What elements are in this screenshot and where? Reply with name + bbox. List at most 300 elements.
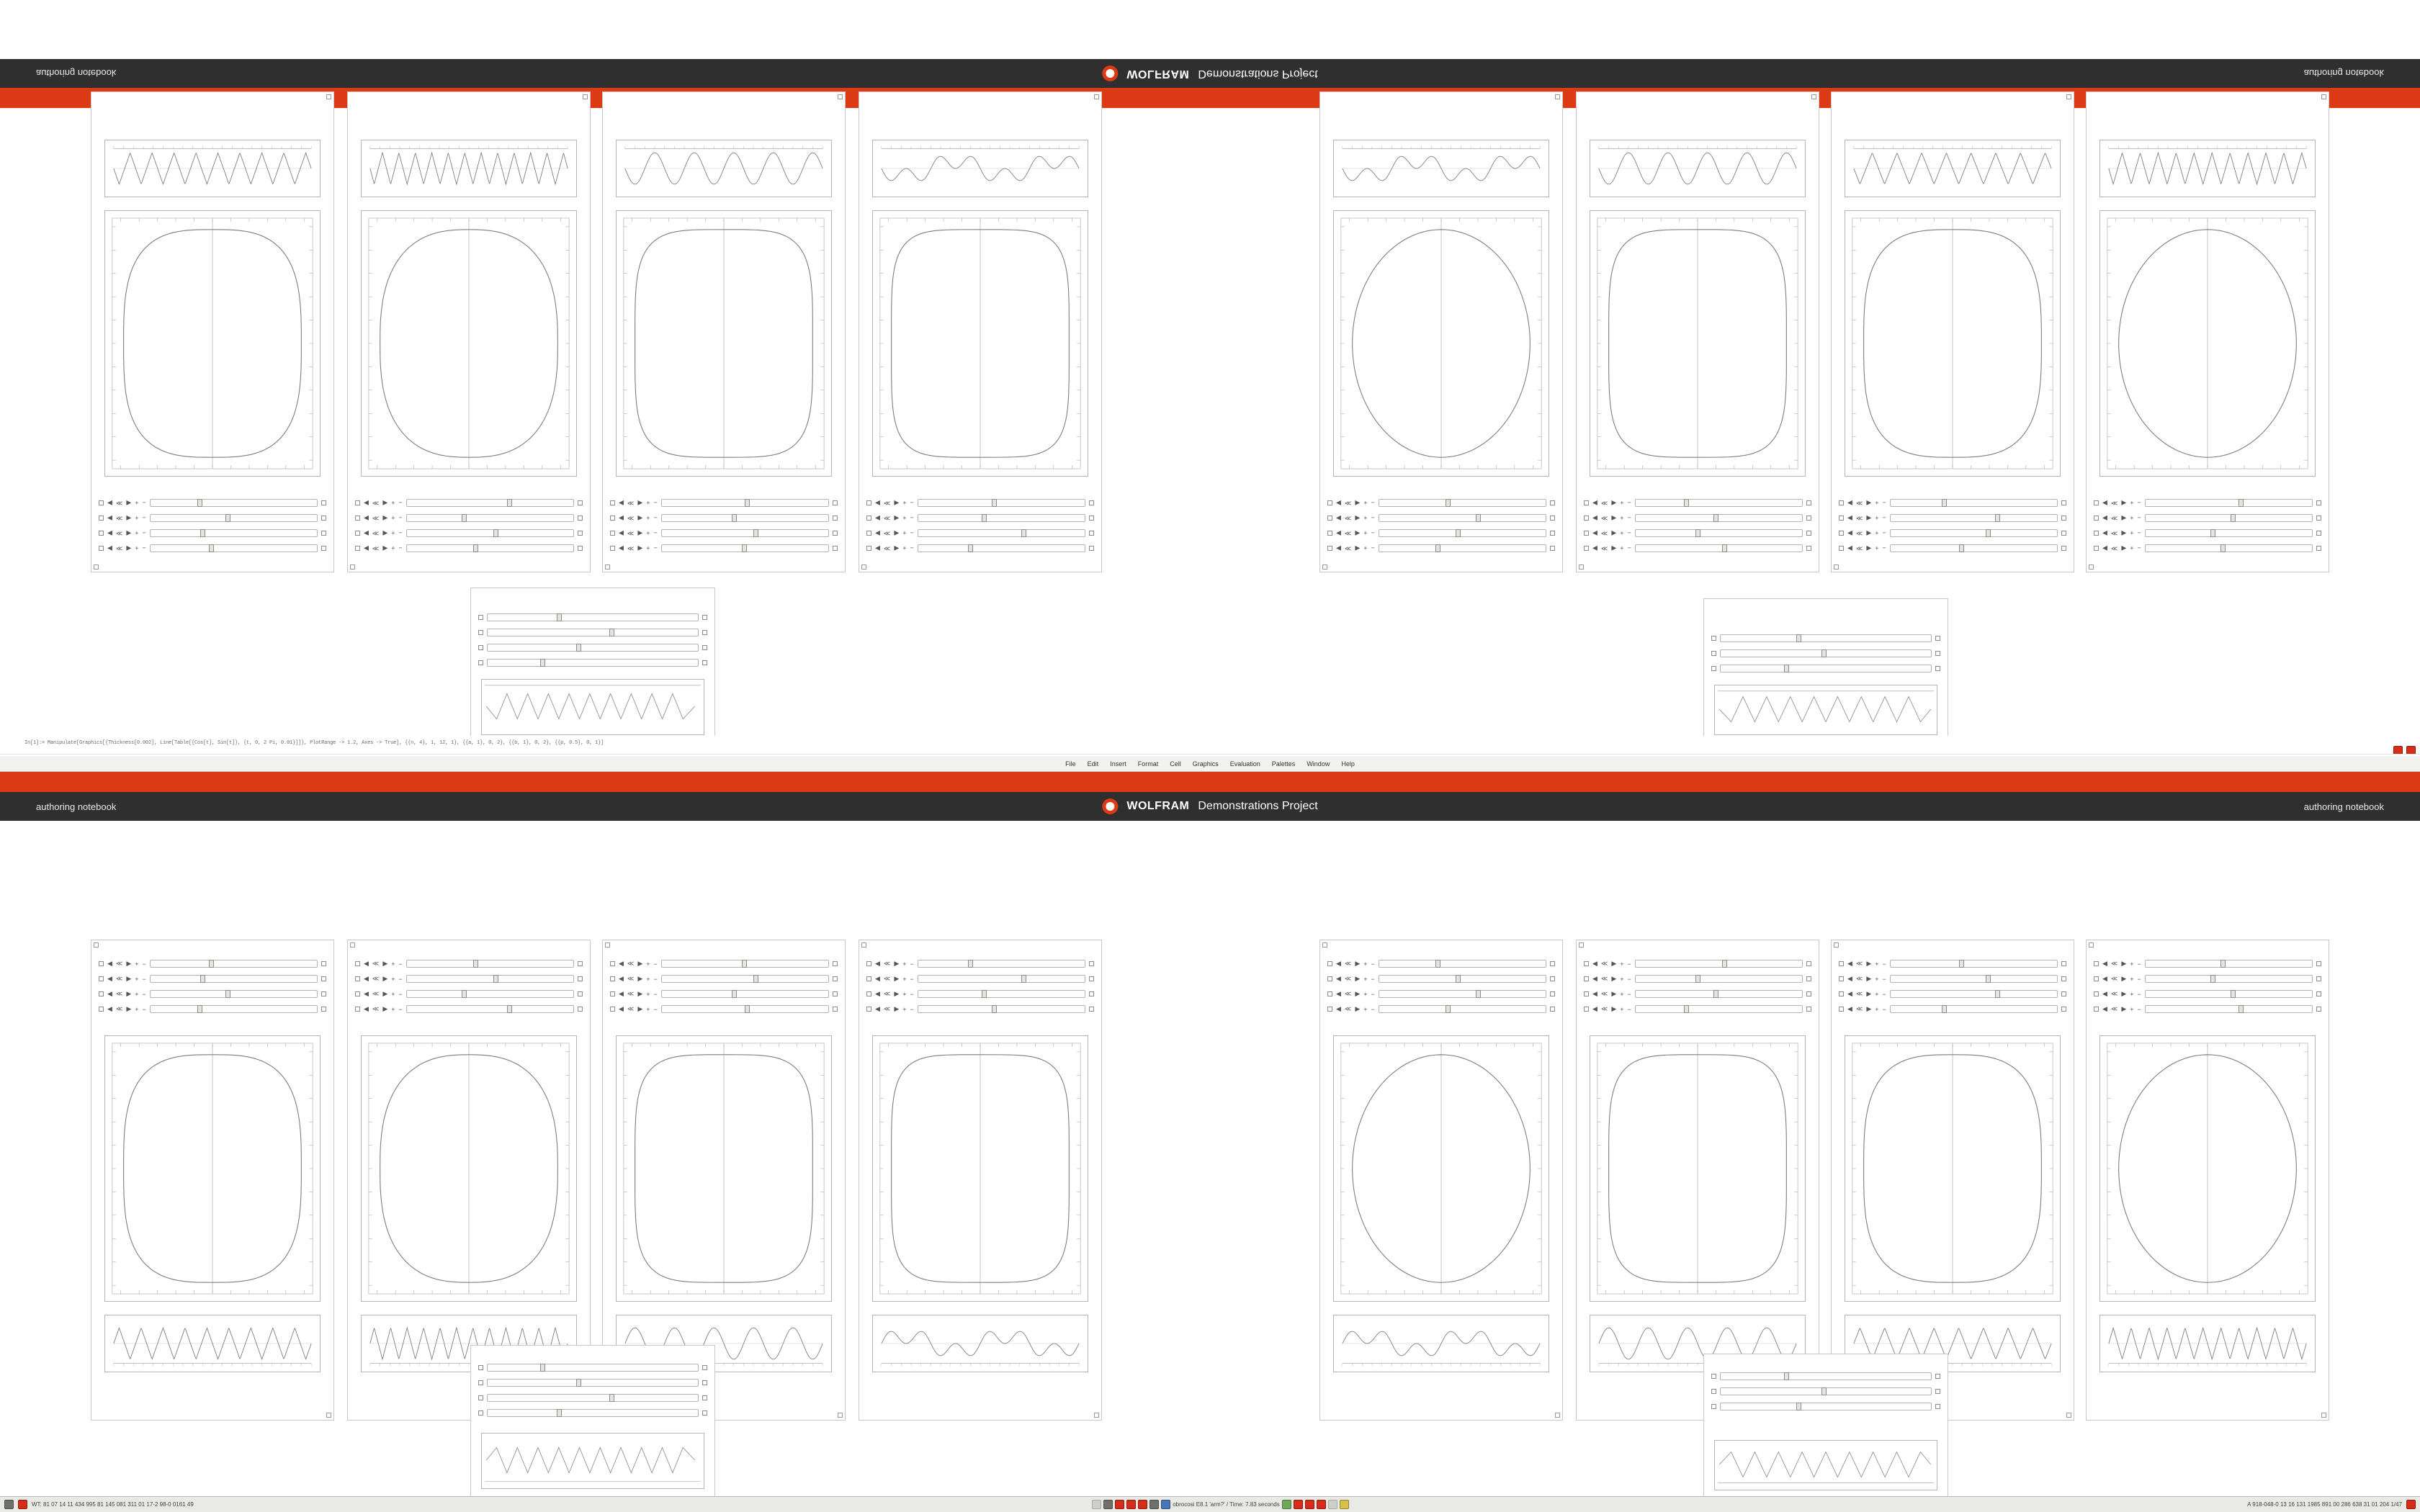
plus-icon[interactable]: + bbox=[391, 499, 395, 507]
slider-track[interactable] bbox=[487, 1364, 699, 1372]
resize-handle-br[interactable] bbox=[2321, 1413, 2326, 1418]
slider-track[interactable] bbox=[406, 499, 574, 507]
slider-thumb[interactable] bbox=[1021, 975, 1026, 983]
slider-row[interactable] bbox=[1327, 1002, 1555, 1017]
rewind-icon[interactable]: ≪ bbox=[372, 1005, 380, 1012]
rewind-icon[interactable]: ≪ bbox=[372, 530, 380, 537]
slider-thumb[interactable] bbox=[1995, 990, 2000, 998]
slider-transport[interactable] bbox=[1847, 529, 1886, 537]
menu-item-help[interactable]: Help bbox=[1341, 760, 1355, 768]
plus-icon[interactable]: + bbox=[1363, 514, 1368, 522]
slider-end-marker[interactable] bbox=[2061, 961, 2066, 966]
minus-icon[interactable]: − bbox=[398, 529, 403, 537]
slider-end-marker[interactable] bbox=[321, 976, 326, 981]
play-icon[interactable]: ▶ bbox=[126, 975, 132, 982]
slider-transport[interactable] bbox=[1847, 499, 1886, 507]
slider-end-marker[interactable] bbox=[2316, 976, 2321, 981]
slider-track[interactable] bbox=[1379, 975, 1546, 983]
slider-end-marker[interactable] bbox=[321, 531, 326, 536]
slider-row[interactable] bbox=[610, 971, 838, 986]
slider-end-marker[interactable] bbox=[833, 991, 838, 996]
play-icon[interactable]: ▶ bbox=[1355, 515, 1361, 522]
plus-icon[interactable]: + bbox=[1620, 990, 1624, 998]
panel-7[interactable] bbox=[1831, 940, 2074, 1421]
play-icon[interactable]: ▶ bbox=[126, 1005, 132, 1012]
rewind-icon[interactable]: ≪ bbox=[883, 975, 891, 982]
slider-marker[interactable] bbox=[478, 1410, 483, 1416]
play-icon[interactable]: ▶ bbox=[1866, 975, 1872, 982]
slider-thumb[interactable] bbox=[982, 990, 987, 998]
slider-group[interactable] bbox=[1327, 956, 1555, 1017]
slider-row[interactable] bbox=[355, 986, 583, 1002]
minus-icon[interactable]: − bbox=[142, 975, 146, 983]
slider-thumb[interactable] bbox=[745, 1005, 750, 1013]
slider-row[interactable] bbox=[1839, 526, 2066, 541]
plus-icon[interactable]: + bbox=[2130, 1005, 2134, 1013]
sheet-icon[interactable] bbox=[1282, 1500, 1291, 1509]
slider-transport[interactable] bbox=[619, 975, 658, 983]
slider-end-marker[interactable] bbox=[578, 531, 583, 536]
minus-icon[interactable]: − bbox=[2137, 544, 2141, 552]
minus-icon[interactable]: − bbox=[2137, 529, 2141, 537]
slider-row[interactable] bbox=[610, 986, 838, 1002]
minus-icon[interactable]: − bbox=[910, 514, 914, 522]
slider-track[interactable] bbox=[1890, 960, 2058, 968]
minus-icon[interactable]: − bbox=[2137, 1005, 2141, 1013]
slider-row[interactable] bbox=[610, 541, 838, 556]
slider-row[interactable] bbox=[355, 971, 583, 986]
slider-transport[interactable] bbox=[875, 990, 914, 998]
slider-end-marker[interactable] bbox=[578, 976, 583, 981]
step-back-icon[interactable]: ◀ bbox=[1592, 500, 1597, 507]
play-icon[interactable]: ▶ bbox=[2121, 530, 2127, 537]
minus-icon[interactable]: − bbox=[910, 975, 914, 983]
play-icon[interactable]: ▶ bbox=[1611, 990, 1617, 997]
slider-transport[interactable] bbox=[2102, 499, 2141, 507]
play-icon[interactable]: ▶ bbox=[637, 960, 643, 967]
slider-end-marker[interactable] bbox=[2316, 991, 2321, 996]
slider-end-marker[interactable] bbox=[1550, 546, 1555, 551]
minus-icon[interactable]: − bbox=[398, 1005, 403, 1013]
slider-marker[interactable] bbox=[866, 976, 871, 981]
slider-marker[interactable] bbox=[1584, 500, 1589, 505]
step-back-icon[interactable]: ◀ bbox=[107, 545, 112, 552]
slider-row[interactable] bbox=[355, 956, 583, 971]
menu-item-evaluation[interactable]: Evaluation bbox=[1229, 760, 1260, 768]
slider-transport[interactable] bbox=[107, 1005, 146, 1013]
slider-track[interactable] bbox=[150, 499, 318, 507]
step-back-icon[interactable]: ◀ bbox=[875, 975, 880, 982]
slider-track[interactable] bbox=[661, 514, 829, 522]
plus-icon[interactable]: + bbox=[2130, 499, 2134, 507]
play-icon[interactable]: ▶ bbox=[1866, 545, 1872, 552]
rewind-icon[interactable]: ≪ bbox=[1855, 545, 1863, 552]
play-icon[interactable]: ▶ bbox=[2121, 500, 2127, 507]
menu-item-cell[interactable]: Cell bbox=[1170, 760, 1181, 768]
resize-handle-br[interactable] bbox=[2066, 1413, 2071, 1418]
menu-icon[interactable] bbox=[4, 1500, 14, 1509]
slider-group[interactable] bbox=[99, 956, 326, 1017]
wolfram-icon[interactable] bbox=[1294, 1500, 1303, 1509]
slider-marker[interactable] bbox=[99, 500, 104, 505]
slider-thumb[interactable] bbox=[753, 975, 758, 983]
slider-row[interactable] bbox=[1327, 956, 1555, 971]
slider-transport[interactable] bbox=[1336, 1005, 1375, 1013]
slider-marker[interactable] bbox=[355, 531, 360, 536]
rewind-icon[interactable]: ≪ bbox=[1344, 960, 1352, 967]
slider-end-marker[interactable] bbox=[2316, 500, 2321, 505]
step-back-icon[interactable]: ◀ bbox=[1847, 500, 1852, 507]
rewind-icon[interactable]: ≪ bbox=[1600, 515, 1608, 522]
resize-handle-br[interactable] bbox=[326, 1413, 331, 1418]
step-back-icon[interactable]: ◀ bbox=[1336, 500, 1341, 507]
slider-track[interactable] bbox=[406, 544, 574, 552]
plus-icon[interactable]: + bbox=[135, 975, 139, 983]
slider-row[interactable] bbox=[99, 971, 326, 986]
rewind-icon[interactable]: ≪ bbox=[1855, 990, 1863, 997]
slider-thumb[interactable] bbox=[2238, 1005, 2244, 1013]
play-icon[interactable]: ▶ bbox=[1866, 960, 1872, 967]
play-icon[interactable]: ▶ bbox=[1611, 960, 1617, 967]
slider-row[interactable] bbox=[355, 1002, 583, 1017]
plus-icon[interactable]: + bbox=[1620, 499, 1624, 507]
slider-thumb[interactable] bbox=[2238, 499, 2244, 507]
plus-icon[interactable]: + bbox=[902, 990, 907, 998]
step-back-icon[interactable]: ◀ bbox=[619, 990, 624, 997]
step-back-icon[interactable]: ◀ bbox=[364, 1005, 369, 1012]
play-icon[interactable]: ▶ bbox=[1355, 530, 1361, 537]
slider-thumb[interactable] bbox=[493, 529, 498, 537]
slider-track[interactable] bbox=[150, 514, 318, 522]
plus-icon[interactable]: + bbox=[646, 529, 650, 537]
slider-end-marker[interactable] bbox=[578, 500, 583, 505]
slider-end-marker[interactable] bbox=[2061, 1007, 2066, 1012]
slider-transport[interactable] bbox=[2102, 514, 2141, 522]
slider-thumb[interactable] bbox=[1942, 499, 1947, 507]
rewind-icon[interactable]: ≪ bbox=[115, 515, 123, 522]
slider-thumb[interactable] bbox=[1684, 1005, 1689, 1013]
slider-marker[interactable] bbox=[610, 991, 615, 996]
slider-end-marker[interactable] bbox=[702, 1365, 707, 1370]
slider-end-marker[interactable] bbox=[578, 1007, 583, 1012]
plus-icon[interactable]: + bbox=[1875, 514, 1879, 522]
minus-icon[interactable]: − bbox=[1627, 960, 1631, 968]
minus-icon[interactable]: − bbox=[910, 544, 914, 552]
rewind-icon[interactable]: ≪ bbox=[115, 545, 123, 552]
slider-row[interactable] bbox=[355, 495, 583, 510]
slider-transport[interactable] bbox=[1847, 960, 1886, 968]
step-back-icon[interactable]: ◀ bbox=[1592, 975, 1597, 982]
slider-end-marker[interactable] bbox=[1806, 991, 1811, 996]
rewind-icon[interactable]: ≪ bbox=[1344, 545, 1352, 552]
slider-marker[interactable] bbox=[610, 546, 615, 551]
slider-track[interactable] bbox=[918, 1005, 1085, 1013]
slider-thumb[interactable] bbox=[1821, 1387, 1827, 1395]
rewind-icon[interactable]: ≪ bbox=[883, 1005, 891, 1012]
play-icon[interactable]: ▶ bbox=[1355, 500, 1361, 507]
step-back-icon[interactable]: ◀ bbox=[1592, 515, 1597, 522]
plus-icon[interactable]: + bbox=[1875, 960, 1879, 968]
play-icon[interactable]: ▶ bbox=[2121, 1005, 2127, 1012]
slider-row[interactable] bbox=[1327, 510, 1555, 526]
rewind-icon[interactable]: ≪ bbox=[627, 515, 635, 522]
slider-marker[interactable] bbox=[2094, 516, 2099, 521]
slider-end-marker[interactable] bbox=[2061, 531, 2066, 536]
rewind-icon[interactable]: ≪ bbox=[1344, 500, 1352, 507]
slider-thumb[interactable] bbox=[200, 975, 205, 983]
step-back-icon[interactable]: ◀ bbox=[1336, 545, 1341, 552]
resize-handle-br[interactable] bbox=[1811, 94, 1816, 99]
play-icon[interactable]: ▶ bbox=[382, 990, 388, 997]
minus-icon[interactable]: − bbox=[2137, 499, 2141, 507]
step-back-icon[interactable]: ◀ bbox=[619, 975, 624, 982]
plus-icon[interactable]: + bbox=[902, 499, 907, 507]
minus-icon[interactable]: − bbox=[142, 514, 146, 522]
slider-row[interactable] bbox=[99, 495, 326, 510]
plus-icon[interactable]: + bbox=[1620, 1005, 1624, 1013]
step-back-icon[interactable]: ◀ bbox=[1336, 1005, 1341, 1012]
plus-icon[interactable]: + bbox=[2130, 514, 2134, 522]
rewind-icon[interactable]: ≪ bbox=[627, 960, 635, 967]
slider-marker[interactable] bbox=[610, 516, 615, 521]
step-back-icon[interactable]: ◀ bbox=[619, 545, 624, 552]
plus-icon[interactable]: + bbox=[2130, 529, 2134, 537]
step-back-icon[interactable]: ◀ bbox=[1847, 530, 1852, 537]
slider-thumb[interactable] bbox=[1456, 975, 1461, 983]
slider-track[interactable] bbox=[1635, 960, 1803, 968]
resize-handle-tl[interactable] bbox=[94, 564, 99, 570]
slider-track[interactable] bbox=[406, 1005, 574, 1013]
slider-track[interactable] bbox=[1635, 975, 1803, 983]
menu-item-graphics[interactable]: Graphics bbox=[1192, 760, 1219, 768]
slider-track[interactable] bbox=[918, 960, 1085, 968]
slider-thumb[interactable] bbox=[1722, 544, 1727, 552]
slider-marker[interactable] bbox=[99, 976, 104, 981]
rewind-icon[interactable]: ≪ bbox=[883, 515, 891, 522]
slider-row[interactable] bbox=[1711, 1369, 1940, 1384]
slider-thumb[interactable] bbox=[507, 499, 512, 507]
slider-group[interactable] bbox=[1584, 495, 1811, 556]
rewind-icon[interactable]: ≪ bbox=[883, 990, 891, 997]
rewind-icon[interactable]: ≪ bbox=[1855, 960, 1863, 967]
slider-track[interactable] bbox=[1890, 499, 2058, 507]
plus-icon[interactable]: + bbox=[902, 960, 907, 968]
rewind-icon[interactable]: ≪ bbox=[1855, 975, 1863, 982]
slider-end-marker[interactable] bbox=[321, 991, 326, 996]
slider-end-marker[interactable] bbox=[1806, 531, 1811, 536]
slider-row[interactable] bbox=[99, 510, 326, 526]
rewind-icon[interactable]: ≪ bbox=[372, 960, 380, 967]
plus-icon[interactable]: + bbox=[1620, 514, 1624, 522]
slider-track[interactable] bbox=[1379, 514, 1546, 522]
slider-track[interactable] bbox=[150, 960, 318, 968]
minus-icon[interactable]: − bbox=[1371, 990, 1375, 998]
panel-8[interactable] bbox=[2086, 940, 2329, 1421]
plus-icon[interactable]: + bbox=[1363, 529, 1368, 537]
resize-handle-tl[interactable] bbox=[350, 564, 355, 570]
step-back-icon[interactable]: ◀ bbox=[1847, 545, 1852, 552]
minus-icon[interactable]: − bbox=[1882, 990, 1886, 998]
slider-marker[interactable] bbox=[355, 516, 360, 521]
plus-icon[interactable]: + bbox=[646, 1005, 650, 1013]
plus-icon[interactable]: + bbox=[391, 529, 395, 537]
slider-thumb[interactable] bbox=[1021, 529, 1026, 537]
step-back-icon[interactable]: ◀ bbox=[1847, 960, 1852, 967]
slider-marker[interactable] bbox=[2094, 991, 2099, 996]
play-icon[interactable]: ▶ bbox=[382, 545, 388, 552]
plus-icon[interactable]: + bbox=[135, 499, 139, 507]
resize-handle-tl[interactable] bbox=[350, 942, 355, 948]
slider-transport[interactable] bbox=[2102, 975, 2141, 983]
slider-row[interactable] bbox=[610, 956, 838, 971]
plus-icon[interactable]: + bbox=[902, 1005, 907, 1013]
slider-transport[interactable] bbox=[619, 499, 658, 507]
slider-row[interactable] bbox=[355, 510, 583, 526]
plus-icon[interactable]: + bbox=[391, 960, 395, 968]
play-icon[interactable]: ▶ bbox=[1866, 500, 1872, 507]
minus-icon[interactable]: − bbox=[653, 975, 658, 983]
resize-handle-tl[interactable] bbox=[861, 942, 866, 948]
bottom-center-tray[interactable] bbox=[1092, 1500, 1348, 1509]
rewind-icon[interactable]: ≪ bbox=[372, 975, 380, 982]
slider-group[interactable] bbox=[2094, 956, 2321, 1017]
slider-marker[interactable] bbox=[99, 961, 104, 966]
slider-row[interactable] bbox=[99, 986, 326, 1002]
slider-track[interactable] bbox=[661, 960, 829, 968]
slider-track[interactable] bbox=[1379, 1005, 1546, 1013]
panel-6[interactable] bbox=[1576, 940, 1819, 1421]
step-back-icon[interactable]: ◀ bbox=[1592, 1005, 1597, 1012]
plus-icon[interactable]: + bbox=[2130, 544, 2134, 552]
step-back-icon[interactable]: ◀ bbox=[875, 530, 880, 537]
step-back-icon[interactable]: ◀ bbox=[2102, 545, 2107, 552]
play-icon[interactable]: ▶ bbox=[1611, 530, 1617, 537]
slider-end-marker[interactable] bbox=[2316, 516, 2321, 521]
slider-thumb[interactable] bbox=[982, 514, 987, 522]
slider-end-marker[interactable] bbox=[578, 961, 583, 966]
slider-row[interactable] bbox=[866, 510, 1094, 526]
slider-thumb[interactable] bbox=[1959, 544, 1964, 552]
slider-row[interactable] bbox=[1584, 1002, 1811, 1017]
play-icon[interactable]: ▶ bbox=[2121, 515, 2127, 522]
slider-end-marker[interactable] bbox=[1935, 1389, 1940, 1394]
slider-transport[interactable] bbox=[619, 529, 658, 537]
slider-row[interactable] bbox=[1839, 986, 2066, 1002]
minus-icon[interactable]: − bbox=[142, 544, 146, 552]
play-icon[interactable]: ▶ bbox=[126, 530, 132, 537]
plus-icon[interactable]: + bbox=[391, 990, 395, 998]
slider-end-marker[interactable] bbox=[1550, 500, 1555, 505]
minus-icon[interactable]: − bbox=[2137, 960, 2141, 968]
rewind-icon[interactable]: ≪ bbox=[1600, 975, 1608, 982]
step-back-icon[interactable]: ◀ bbox=[619, 515, 624, 522]
slider-thumb[interactable] bbox=[2210, 529, 2215, 537]
slider-end-marker[interactable] bbox=[833, 976, 838, 981]
slider-row[interactable] bbox=[1839, 1002, 2066, 1017]
slider-thumb[interactable] bbox=[200, 529, 205, 537]
plus-icon[interactable]: + bbox=[646, 514, 650, 522]
slider-end-marker[interactable] bbox=[578, 516, 583, 521]
step-back-icon[interactable]: ◀ bbox=[107, 990, 112, 997]
minus-icon[interactable]: − bbox=[910, 1005, 914, 1013]
slider-row[interactable] bbox=[1327, 526, 1555, 541]
slider-row[interactable] bbox=[866, 956, 1094, 971]
slider-transport[interactable] bbox=[364, 499, 403, 507]
slider-end-marker[interactable] bbox=[1806, 516, 1811, 521]
plus-icon[interactable]: + bbox=[1875, 544, 1879, 552]
slider-transport[interactable] bbox=[1336, 514, 1375, 522]
slider-thumb[interactable] bbox=[1722, 960, 1727, 968]
rewind-icon[interactable]: ≪ bbox=[883, 500, 891, 507]
play-icon[interactable]: ▶ bbox=[894, 960, 900, 967]
slider-track[interactable] bbox=[1720, 1403, 1932, 1410]
step-back-icon[interactable]: ◀ bbox=[107, 500, 112, 507]
play-icon[interactable]: ▶ bbox=[126, 960, 132, 967]
play-icon[interactable]: ▶ bbox=[1866, 530, 1872, 537]
slider-marker[interactable] bbox=[1327, 516, 1332, 521]
photo-icon[interactable] bbox=[1317, 1500, 1326, 1509]
minus-icon[interactable]: − bbox=[910, 499, 914, 507]
slider-transport[interactable] bbox=[1847, 514, 1886, 522]
slider-track[interactable] bbox=[406, 529, 574, 537]
input-cell-strip[interactable] bbox=[0, 736, 2420, 755]
play-icon[interactable]: ▶ bbox=[1355, 990, 1361, 997]
slider-marker[interactable] bbox=[2094, 1007, 2099, 1012]
panel-7[interactable] bbox=[1831, 91, 2074, 572]
plus-icon[interactable]: + bbox=[646, 990, 650, 998]
minus-icon[interactable]: − bbox=[653, 514, 658, 522]
slider-transport[interactable] bbox=[1592, 975, 1631, 983]
slider-row[interactable] bbox=[355, 526, 583, 541]
step-back-icon[interactable]: ◀ bbox=[1336, 990, 1341, 997]
play-icon[interactable]: ▶ bbox=[2121, 960, 2127, 967]
slider-group[interactable] bbox=[610, 495, 838, 556]
step-back-icon[interactable]: ◀ bbox=[107, 1005, 112, 1012]
slider-group[interactable] bbox=[866, 495, 1094, 556]
slider-thumb[interactable] bbox=[992, 499, 997, 507]
plus-icon[interactable]: + bbox=[1620, 544, 1624, 552]
slider-marker[interactable] bbox=[1327, 961, 1332, 966]
slider-thumb[interactable] bbox=[968, 544, 973, 552]
minus-icon[interactable]: − bbox=[653, 990, 658, 998]
slider-marker[interactable] bbox=[1839, 1007, 1844, 1012]
slider-marker[interactable] bbox=[866, 1007, 871, 1012]
slider-end-marker[interactable] bbox=[1089, 516, 1094, 521]
slider-row[interactable] bbox=[1839, 495, 2066, 510]
rewind-icon[interactable]: ≪ bbox=[1344, 515, 1352, 522]
slider-end-marker[interactable] bbox=[702, 1395, 707, 1400]
slider-marker[interactable] bbox=[1327, 531, 1332, 536]
slider-row[interactable] bbox=[610, 510, 838, 526]
slider-end-marker[interactable] bbox=[1806, 976, 1811, 981]
slider-end-marker[interactable] bbox=[2316, 546, 2321, 551]
rewind-icon[interactable]: ≪ bbox=[1855, 1005, 1863, 1012]
slider-end-marker[interactable] bbox=[1806, 500, 1811, 505]
slider-marker[interactable] bbox=[355, 961, 360, 966]
slider-transport[interactable] bbox=[875, 975, 914, 983]
slider-row[interactable] bbox=[1584, 495, 1811, 510]
slider-marker[interactable] bbox=[1327, 991, 1332, 996]
plus-icon[interactable]: + bbox=[1363, 499, 1368, 507]
minus-icon[interactable]: − bbox=[398, 499, 403, 507]
slider-end-marker[interactable] bbox=[1089, 991, 1094, 996]
rewind-icon[interactable]: ≪ bbox=[627, 1005, 635, 1012]
resize-handle-tl[interactable] bbox=[1579, 942, 1584, 948]
play-icon[interactable]: ▶ bbox=[637, 545, 643, 552]
slider-row[interactable] bbox=[1327, 541, 1555, 556]
slider-marker[interactable] bbox=[1584, 976, 1589, 981]
slider-transport[interactable] bbox=[1592, 960, 1631, 968]
